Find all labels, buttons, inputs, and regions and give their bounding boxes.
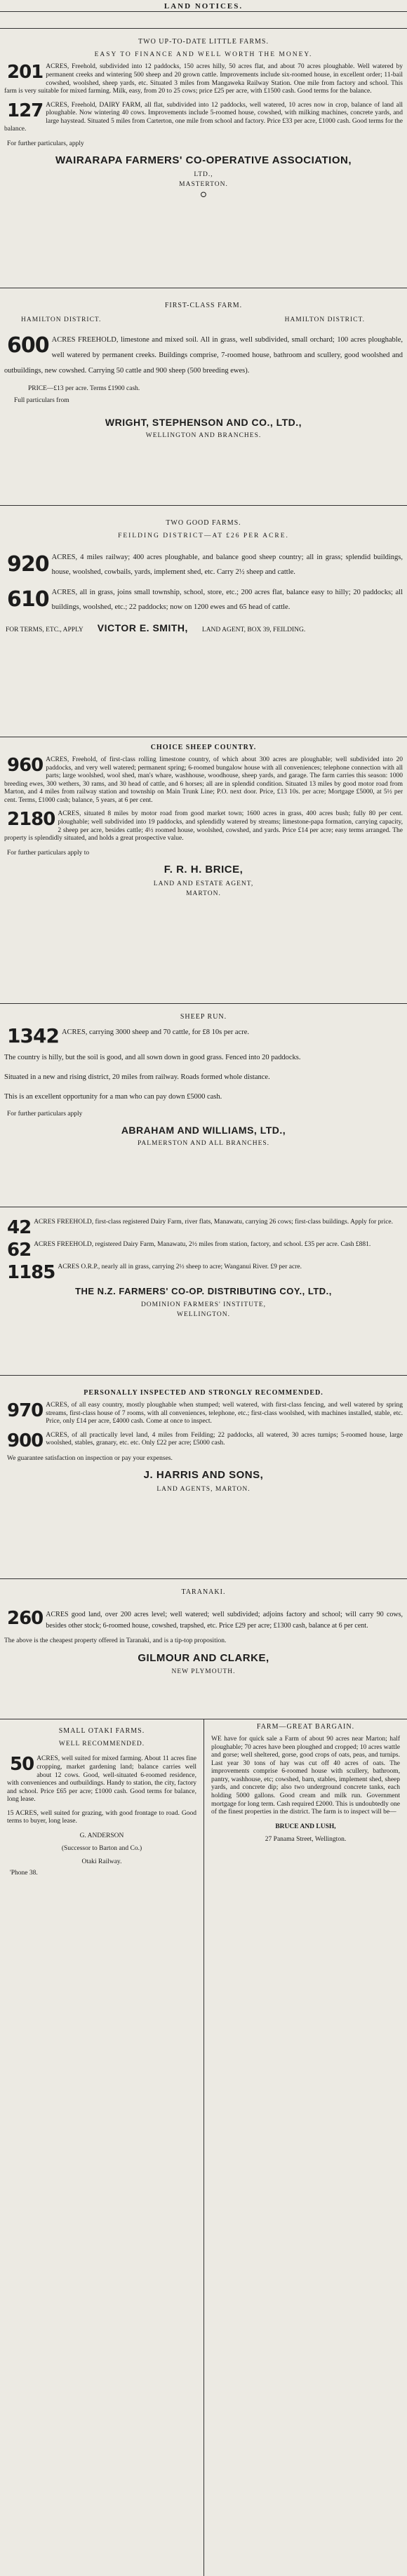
listing-detail: Situated in a new and rising district, 20 miles from railway. Roads formed whole distance.: [4, 1073, 270, 1081]
listing: [4, 1402, 403, 1426]
listing-text: ACRES FREEHOLD, first-class registered Dairy Farm, river flats, Manawatu, carrying 26 cows; first-class buildings. Apply for price.: [34, 1219, 394, 1226]
listing: [4, 63, 403, 95]
listing-text: ACRES, Freehold, of first-class rolling limestone country, of which about 300 acres are ploughable; well subdivided into 20 paddocks, and very well watered; permanent spring; 6-roomed bungalow house with all conveniences; telephone connection with all parts; large woolshed, wool shed, man's whare, washhouse, woodhouse, sheep yards, and garage. The farm carries this season: 1000 breeding ewes, 300 wethers, 30 rams, and 30 head of cattle, and 6 horses; all are in splendid condition. Situated 13 miles by good motor road from Marton, and 4 miles from railway station and township on Main Trunk Line; P.O. next door. Price, £13 10s. per acre; Mortgage £5000, at 5½ per cent. Terms, £1000 cash; balance, 5 years, at 6 per cent.: [4, 756, 403, 804]
listing-text: ACRES, Freehold, DAIRY FARM, all flat, subdivided into 12 paddocks, well watered, 10 acres now in crop, balance of land all ploughable. Now wintering 40 cows. Improvements include 5-roomed house, cowshed, with milking machines, concrete yards, and large haystead. Situated 5 miles from Carterton, one mile from school and factory. Price £33 per acre, £1000 cash. Good terms for the balance.: [4, 101, 403, 133]
ad-title: TARANAKI.: [181, 1588, 226, 1596]
listing: [4, 810, 403, 843]
ornament-icon: ⵔ: [200, 191, 207, 199]
listing-acres: 62: [7, 1240, 32, 1261]
advert-anderson: [0, 1719, 204, 2576]
listing-text: ACRES good land, over 200 acres level; well watered; well subdivided; adjoins factory and school; will carry 90 cows, besides other stock; 6-roomed house, cowshed, trapshed, etc. Price £29 per acre; £1300 cash, balance at 6 per cent.: [46, 1611, 403, 1630]
listing-acres: 970: [7, 1400, 44, 1421]
further-particulars: For further particulars, apply: [7, 140, 84, 147]
listing: [4, 550, 403, 579]
advert-harris: [0, 1375, 407, 1579]
price: PRICE—£13 per acre. Terms £1900 cash.: [28, 385, 140, 393]
advert-nz-farmers: [0, 1207, 407, 1376]
ad-title: FIRST-CLASS FARM.: [164, 302, 243, 309]
listing-text: ACRES, carrying 3000 sheep and 70 cattle, for £8 10s per acre.: [61, 1028, 250, 1036]
agent-subtitle: (Successor to Barton and Co.): [61, 1845, 142, 1853]
listing: [4, 1432, 403, 1449]
district-left: HAMILTON DISTRICT.: [21, 316, 102, 323]
listing-text: ACRES, all in grass, joins small township, school, store, etc.; 200 acres flat, balance easy to hilly; 20 paddocks; all buildings, woolshed, etc.; 22 paddocks; now on 1200 ewes and 65 head of cattle.: [51, 589, 403, 612]
listing-text: ACRES, well suited for mixed farming. About 11 acres fine cropping, market gardening land; balance carries well about 12 cows. Good, well-situated 6-roomed residence, with conveniences and outbuildings. Handy to station, the city, factory and school. Price £65 per acre; £1000 cash. Good terms for balance, long lease.: [7, 1755, 196, 1804]
district-row: [21, 314, 365, 326]
district-right: HAMILTON DISTRICT.: [284, 316, 365, 323]
listing: [4, 1217, 403, 1238]
listing-detail: The above is the cheapest property offered in Taranaki, and is a tip-top proposition.: [4, 1637, 227, 1644]
listing-acres: 1185: [7, 1262, 55, 1283]
firm-place: NEW PLYMOUTH.: [171, 1668, 236, 1676]
listing-acres: 260: [7, 1608, 44, 1629]
advert-wright-stephenson: [0, 288, 407, 506]
further-particulars: For further particulars apply: [7, 1110, 83, 1118]
listing-text: ACRES, of all practically level land, 4 miles from Feilding; 22 paddocks, all watered, 30 acres turnips; 5-roomed house, large woolshed, stables, granary, etc. etc. Only £22 per acre; £5000 cash.: [46, 1431, 403, 1447]
agent-address: LAND AGENT, BOX 39, FEILDING.: [201, 626, 306, 634]
firm-name: WAIRARAPA FARMERS' CO-OPERATIVE ASSOCIATION,: [55, 154, 352, 167]
section-header: LAND NOTICES.: [164, 2, 243, 11]
ad-subtitle: WELL RECOMMENDED.: [58, 1740, 145, 1747]
firm-name: THE N.Z. FARMERS' CO-OP. DISTRIBUTING COY., LTD.,: [75, 1286, 332, 1296]
firm-place: MASTERTON.: [179, 181, 228, 189]
agent-name: VICTOR E. SMITH,: [97, 622, 188, 634]
listing: [4, 756, 403, 805]
ad-title: FARM—GREAT BARGAIN.: [256, 1723, 355, 1731]
listing-acres: 201: [7, 62, 44, 83]
listing: [4, 1026, 403, 1045]
ad-title: PERSONALLY INSPECTED AND STRONGLY RECOMMENDED.: [84, 1389, 323, 1397]
firm-name: GILMOUR AND CLARKE,: [138, 1651, 269, 1664]
advert-victor-smith: [0, 505, 407, 737]
listing-text: ACRES, of all easy country, mostly ploughable when stumped; well watered, with first-class fencing, and well watered by spring streams, first-class house of 7 rooms, with all conveniences, telephone, etc.; first-class woolshed, with machines installed, stable, etc. Price, only £14 per acre, £4000 cash. Come at once to inspect.: [46, 1402, 403, 1425]
listing-acres: 1342: [7, 1024, 59, 1047]
firm-name: ABRAHAM AND WILLIAMS, LTD.,: [121, 1125, 286, 1136]
terms-label: FOR TERMS, ETC., APPLY: [6, 626, 84, 634]
listing: [4, 1240, 403, 1261]
advert-gilmour-clarke: [0, 1578, 407, 1719]
listing-acres: 2180: [7, 809, 55, 831]
ad-subtitle: FEILDING DISTRICT—AT £26 PER ACRE.: [118, 532, 289, 539]
firm-place: WELLINGTON AND BRANCHES.: [145, 432, 262, 440]
advert-brice: [0, 737, 407, 1004]
listing-acres: 127: [7, 100, 44, 121]
agent-name: G. ANDERSON: [79, 1832, 124, 1839]
listing-text: ACRES FREEHOLD, registered Dairy Farm, Manawatu, 2½ miles from station, factory, and school. £35 per acre. Cash £881.: [34, 1241, 371, 1248]
ad-title: SMALL OTAKI FARMS.: [58, 1727, 145, 1735]
firm-place: PALMERSTON AND ALL BRANCHES.: [137, 1140, 270, 1148]
listing-acres: 920: [7, 552, 49, 577]
listing-acres: 50: [10, 1754, 34, 1776]
listing-acres: 610: [7, 587, 49, 612]
firm-place: MARTON.: [186, 890, 221, 897]
listing: [4, 1609, 403, 1632]
listing-detail: The country is hilly, but the soil is good, and all sown down in good grass. Fenced into 20 paddocks.: [4, 1054, 301, 1061]
firm-name: WRIGHT, STEPHENSON AND CO., LTD.,: [105, 417, 302, 429]
ad-title: TWO GOOD FARMS.: [166, 519, 241, 527]
firm-suffix: LTD.,: [194, 170, 213, 178]
phone: 'Phone 38.: [10, 1870, 38, 1877]
listing: [4, 333, 403, 379]
agent-row: [6, 622, 401, 634]
ad-title: CHOICE SHEEP COUNTRY.: [150, 744, 257, 751]
firm-name: BRUCE AND LUSH,: [275, 1823, 336, 1830]
ad-title: TWO UP-TO-DATE LITTLE FARMS.: [138, 38, 269, 46]
listing-detail: This is an excellent opportunity for a man who can pay down £5000 cash.: [4, 1092, 222, 1101]
listing-text: ACRES, Freehold, subdivided into 12 paddocks, 150 acres hilly, 50 acres flat, and about 70 acres ploughable. Well watered by permanent creeks and wintering 500 sheep and 20 grown cattle. Improvements include six-roomed house, in excellent order; 11-bail cowshed, woolshed, sheep yards, etc. Situated 3 miles from Mangaweka Railway Station. One mile from factory and school. This farm is very suitable for mixed farming. Milk, easy, from 20 to 25 cows; price £25 per acre, with £1500 cash. Good terms for the balance.: [4, 63, 403, 95]
listing: [4, 585, 403, 615]
listing-acres: 42: [7, 1217, 32, 1238]
advert-bruce-lush: [204, 1719, 407, 2576]
firm-name: F. R. H. BRICE,: [164, 864, 243, 876]
advert-wairarapa: [0, 28, 407, 288]
firm-place: LAND AGENTS, MARTON.: [156, 1485, 251, 1493]
listing: [7, 1755, 196, 1804]
guarantee: We guarantee satisfaction on inspection or pay your expenses.: [7, 1454, 173, 1462]
ad-title: SHEEP RUN.: [180, 1013, 227, 1021]
two-column-row: [0, 1719, 407, 2576]
listing-detail: 15 ACRES, well suited for grazing, with good frontage to road. Good terms to buyer, long lease.: [7, 1809, 196, 1825]
further-particulars: For further particulars apply to: [7, 849, 90, 857]
listing-acres: 960: [7, 755, 44, 776]
listing-acres: 600: [7, 333, 49, 358]
ad-subtitle: EASY TO FINANCE AND WELL WORTH THE MONEY.: [94, 51, 313, 58]
listing: [4, 102, 403, 134]
listing-text: ACRES O.R.P., nearly all in grass, carrying 2½ sheep to acre; Wanganui River. £9 per acre.: [58, 1263, 302, 1270]
firm-name: J. HARRIS AND SONS,: [143, 1469, 264, 1482]
firm-subtitle: DOMINION FARMERS' INSTITUTE,: [140, 1301, 267, 1308]
firm-place: WELLINGTON.: [177, 1311, 230, 1319]
listing-text: WE have for quick sale a Farm of about 90 acres near Marton; half ploughable; 70 acres have been ploughed and cropped; 10 acres wattle and gorse; well sheltered, gorse, good crops of oats, peas, and turnips. Last year 30 tons of hay was cut off 40 acres of oats. The improvements comprise 6-roomed house with scullery, bathroom, pantry, washhouse, etc; cowshed, barn, stables, implement shed, sheep yards, and concrete dip; also two underground concrete tanks, each holding 5000 gallons. Good cream and milk run. Government mortgage for long term. Cash required £2000. This is undoubtedly one of the finest properties in the district. The farm is to inspect will be—: [211, 1736, 400, 1816]
listing-acres: 900: [7, 1430, 44, 1451]
advert-abraham-williams: [0, 1003, 407, 1207]
listing-text: ACRES FREEHOLD, limestone and mixed soil. All in grass, well subdivided, small orchard; 100 acres ploughable, well watered by permanent creeks. Buildings comprise, 7-roomed house, bathroom and scullery, good woolshed and outbuildings, new cowshed. Carrying 50 cattle and 900 sheep (500 breeding ewes).: [4, 336, 403, 375]
listing-text: ACRES, situated 8 miles by motor road from good market town; 1600 acres in grass, 400 acres bush; fully 80 per cent. ploughable; well subdivided into 19 paddocks, and splendidly watered by streams; limestone-papa formation, carrying capacity, 2 sheep per acre, besides cattle; 4½ roomed house, woolshed, cowshed, and yards. Price £14 per acre; easy terms arranged. The property is splendidly situated, and holds a great prospective value.: [4, 810, 403, 843]
full-particulars: Full particulars from: [14, 396, 69, 404]
agent-place: Otaki Railway.: [81, 1858, 122, 1865]
listing: [4, 1262, 403, 1283]
firm-subtitle: LAND AND ESTATE AGENT,: [153, 880, 254, 887]
listing-text: ACRES, 4 miles railway; 400 acres ploughable, and balance good sheep country; all in grass; splendid buildings, house, woolshed, cowbails, yards, implement shed, etc. Carry 2½ sheep and cattle.: [51, 554, 403, 577]
firm-place: 27 Panama Street, Wellington.: [265, 1836, 347, 1844]
